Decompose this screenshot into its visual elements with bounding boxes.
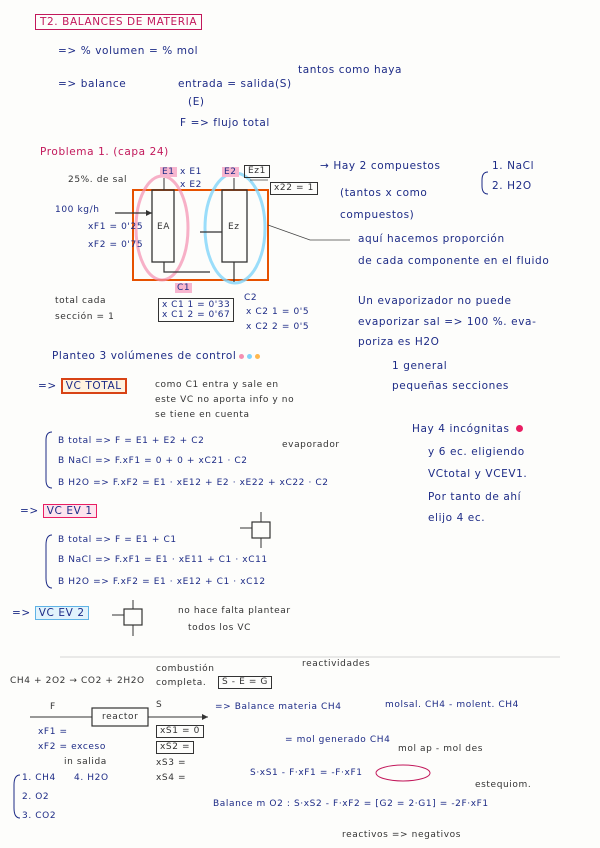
- label-e1: E1: [162, 167, 175, 177]
- incognitas-1: Hay 4 incógnitas: [412, 423, 523, 436]
- intro-line-1: => % volumen = % mol: [58, 45, 199, 57]
- combustion-note: combustión completa.: [156, 664, 215, 688]
- reaction-equation: CH4 + 2O2 → CO2 + 2H2O: [10, 676, 145, 686]
- ev2-note-1: no hace falta plantear: [178, 606, 291, 616]
- salt-percent: 25%. de sal: [68, 175, 128, 185]
- page-title: T2. BALANCES DE MATERIA: [35, 16, 202, 29]
- label-ez: Ez: [228, 222, 240, 232]
- vc-total-label: => VC TOTAL: [38, 380, 127, 393]
- vc-total-boundary: [133, 190, 268, 280]
- label-xe2: x E2: [180, 180, 202, 190]
- label-e2: E2: [224, 167, 237, 177]
- evaporador-note: evaporador: [282, 440, 340, 450]
- reactividades-note: reactividades: [302, 659, 371, 669]
- intro-line-2a: => balance: [58, 78, 127, 90]
- balance-ev1-total: B total => F = E1 + C1: [58, 535, 177, 545]
- reactor-label: reactor: [102, 712, 139, 722]
- balance-h2o: B H2O => F.xF2 = E1 · xE12 + E2 · xE22 + xC22 · C2: [58, 478, 329, 488]
- orange-dot: [255, 354, 260, 359]
- problem-title: Problema 1. (capa 24): [40, 146, 169, 158]
- mol-generado: = mol generado CH4: [285, 735, 391, 745]
- eq-ch4: S·xS1 - F·xF1 = -F·xF1: [250, 768, 363, 778]
- ev2-note-2: todos los VC: [188, 623, 252, 633]
- xs3-value: xS3 =: [156, 758, 187, 768]
- note-evaporizador-2: evaporizar sal => 100 %. eva-: [358, 316, 537, 328]
- note-evaporizador-1: Un evaporizador no puede: [358, 295, 512, 307]
- note-compounds: → Hay 2 compuestos: [320, 160, 441, 172]
- mol-ap-des: mol ap - mol des: [398, 744, 484, 754]
- vc-ev1-label: => VC EV 1: [20, 505, 97, 518]
- label-c1: C1: [177, 283, 191, 293]
- label-ea: EA: [157, 222, 171, 232]
- note-evaporizador-3: poriza es H2O: [358, 336, 440, 348]
- c2-value-2: x C2 2 = 0'5: [246, 322, 310, 332]
- label-ez1: Ez1: [244, 165, 270, 178]
- balance-total: B total => F = E1 + E2 + C2: [58, 436, 205, 446]
- intro-line-2d: (E): [188, 96, 205, 108]
- total-note: total cada sección = 1: [55, 296, 115, 322]
- species-o2: 2. O2: [22, 792, 50, 802]
- volumes-small: pequeñas secciones: [392, 380, 510, 392]
- vc-total-note-3: se tiene en cuenta: [155, 410, 250, 420]
- label-c2: C2: [244, 293, 258, 303]
- species-ch4: 1. CH4: [22, 773, 56, 783]
- vc-total-note-2: este VC no aporta info y no: [155, 395, 295, 405]
- c1-value-2: x C1 2 = 0'67: [162, 310, 231, 320]
- intro-line-3: F => flujo total: [180, 117, 270, 129]
- species-co2: 3. CO2: [22, 811, 57, 821]
- xs1-value: xS1 = 0: [156, 725, 204, 738]
- c2-value-1: x C2 1 = 0'5: [246, 307, 310, 317]
- mini-evaporator-2: [124, 609, 142, 625]
- balance-ev1-nacl: B NaCl => F.xF1 = E1 · xE11 + C1 · xC11: [58, 555, 268, 565]
- compound-1: 1. NaCl: [492, 160, 535, 172]
- c1-values-box: [158, 298, 234, 322]
- compound-2: 2. H2O: [492, 180, 532, 192]
- xf2-reaction: xF2 = exceso: [38, 742, 106, 752]
- xs4-value: xS4 =: [156, 773, 187, 783]
- intro-line-2c: tantos como haya: [298, 64, 403, 76]
- en-salida: in salida: [64, 757, 107, 767]
- vc-total-note-1: como C1 entra y sale en: [155, 380, 279, 390]
- incognitas-5: elijo 4 ec.: [428, 512, 486, 524]
- note-tantos: (tantos x como compuestos): [340, 187, 428, 221]
- pink-dot: [239, 354, 244, 359]
- species-h2o: 4. H2O: [74, 773, 109, 783]
- mini-evaporator-1: [252, 522, 270, 538]
- incognitas-2: y 6 ec. eligiendo: [428, 446, 525, 458]
- label-xe1: x E1: [180, 167, 202, 177]
- esteq-note: estequiom.: [475, 780, 532, 790]
- xf1-value: xF1 = 0'25: [88, 222, 144, 232]
- incognitas-3: VCtotal y VCEV1.: [428, 468, 528, 480]
- incognitas-4: Por tanto de ahí: [428, 491, 522, 503]
- feed-rate: 100 kg/h: [55, 205, 100, 215]
- label-x22: x22 = 1: [270, 182, 318, 195]
- exit-label: S: [156, 700, 163, 710]
- xs2-value: xS2 =: [156, 741, 194, 754]
- reactivos-note: reactivos => negativos: [342, 830, 462, 840]
- xf2-value: xF2 = 0'75: [88, 240, 144, 250]
- note-fluido: de cada componente en el fluido: [358, 255, 550, 267]
- balance-nacl: B NaCl => F.xF1 = 0 + 0 + xC21 · C2: [58, 456, 248, 466]
- note-proporcion: aquí hacemos proporción: [358, 233, 505, 245]
- balance-ch4-rhs: molsal. CH4 - molent. CH4: [385, 700, 519, 710]
- volumes-heading: Planteo 3 volúmenes de control: [52, 350, 260, 363]
- generation-formula: S - E = G: [218, 676, 272, 689]
- balance-ev1-h2o: B H2O => F.xF2 = E1 · xE12 + C1 · xC12: [58, 577, 266, 587]
- balance-ch4: => Balance materia CH4: [215, 702, 342, 712]
- blue-dot: [247, 354, 252, 359]
- volumes-general: 1 general: [392, 360, 448, 372]
- intro-line-2b: entrada = salida(S): [178, 78, 292, 90]
- incognitas-dot: [516, 425, 523, 432]
- xf1-reaction: xF1 =: [38, 727, 68, 737]
- balance-o2: Balance m O2 : S·xS2 - F·xF2 = [G2 = 2·G1] = -2F·xF1: [213, 799, 489, 809]
- c1-value-1: x C1 1 = 0'33: [162, 300, 231, 310]
- feed-label: F: [50, 702, 56, 712]
- vc-ev2-label: => VC EV 2: [12, 607, 89, 620]
